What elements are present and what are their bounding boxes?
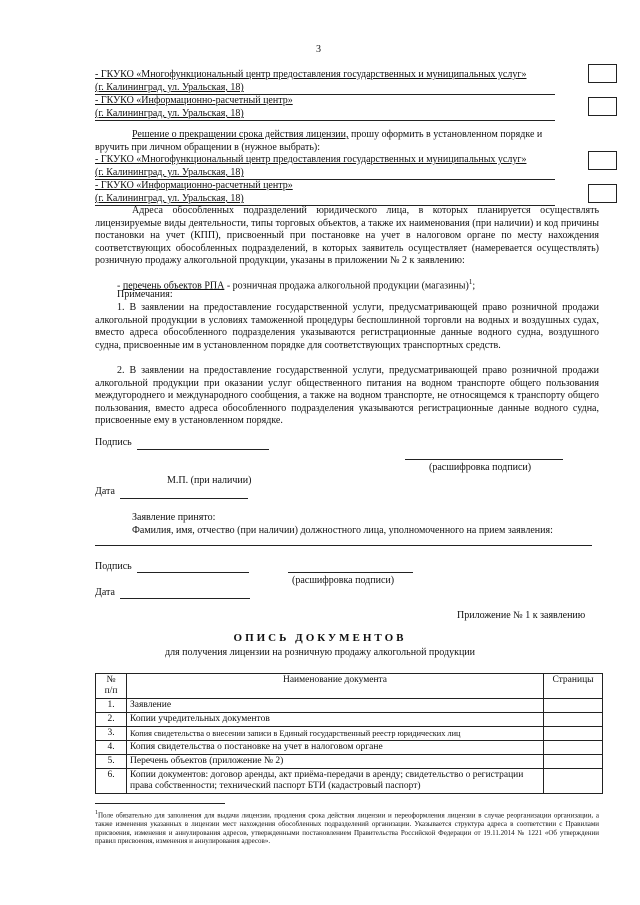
official-line[interactable]	[95, 545, 592, 546]
page-number: 3	[316, 44, 321, 55]
footnote-ref: 1	[468, 278, 473, 286]
signature-label: Подпись	[95, 437, 132, 448]
org-irc-line-2: - ГКУКО «Информационно-расчетный центр»	[95, 180, 293, 191]
signature-line[interactable]	[137, 449, 269, 450]
accepted-label: Заявление принято:	[132, 512, 216, 523]
inventory-title: ОПИСЬ ДОКУМЕНТОВ	[233, 632, 407, 644]
underline	[95, 120, 555, 121]
rpa-dash: -	[117, 280, 123, 292]
row-pages[interactable]	[544, 741, 603, 755]
table-row	[96, 741, 603, 755]
termination-rest: прошу оформить в установленном порядке и	[348, 129, 543, 140]
appendix-label: Приложение № 1 к заявлению	[457, 610, 586, 621]
row-pages[interactable]	[544, 755, 603, 769]
rpa-link[interactable]: перечень объектов РПА	[122, 280, 225, 292]
row-name: Копия свидетельства о постановке на учет в налоговом органе	[127, 741, 544, 755]
row-number: 1.	[96, 699, 127, 713]
underline	[95, 179, 555, 180]
table-header-row	[96, 674, 603, 699]
termination-line	[132, 129, 542, 141]
row-pages[interactable]	[544, 713, 603, 727]
checkbox-irc[interactable]	[588, 97, 617, 116]
org-mfc-line: - ГКУКО «Многофункциональный центр предоставления государственных и муниципальных услуг»	[95, 69, 527, 80]
org-mfc-address-2: (г. Калининград, ул. Уральская, 18)	[95, 167, 244, 178]
date-line-2[interactable]	[120, 598, 250, 599]
table-row	[96, 713, 603, 727]
note-1: 1. В заявлении на предоставление государственной услуги, предусматривающей право розничной продажи алкогольной продукции в условиях таможенной процедуры беспошлинной торговли на водных и воздушных судах, вместо адреса обособленного подразделения указываются регистрационные данные водного судна, воздушного судна, присвоенные им в установленном порядке для соответствующих транспортных средств.	[95, 302, 599, 351]
checkbox-mfc-2[interactable]	[588, 151, 617, 170]
row-name: Копия свидетельства о внесении записи в Единый государственный реестр юридических лиц	[127, 727, 544, 741]
signature-label-2: Подпись	[95, 561, 132, 572]
table-row	[96, 769, 603, 794]
rpa-rest: - розничная продажа алкогольной продукции (магазины)	[224, 280, 469, 292]
table-row	[96, 699, 603, 713]
date-label: Дата	[95, 486, 115, 497]
row-number: 5.	[96, 755, 127, 769]
table-row	[96, 727, 603, 741]
row-number: 2.	[96, 713, 127, 727]
note-2: 2. В заявлении на предоставление государственной услуги, предусматривающей право розничной продажи алкогольной продукции при оказании услуг общественного питания на водном транспорте общего пользования междугороднего и международного сообщения, а также на водном транспорте, не относящемся к транспорту общего пользования, вместо адреса обособленного подразделения указываются регистрационные данные водного судна, присвоенные ему в установленном порядке.	[95, 365, 599, 427]
inventory-subtitle: для получения лицензии на розничную продажу алкогольной продукции	[165, 647, 475, 658]
notes-title: Примечания:	[117, 289, 173, 300]
decoding-line-2[interactable]	[288, 572, 413, 573]
footnote-text: Поле обязательно для заполнения для выдачи лицензии, продления срока действия лицензии и переоформления лицензии в случае реорганизации организации, а также изменения указанных в лицензии мест нахождения обособленных подразделений организации. Указывается структура адреса в соответствии с Правилами присвоения, изменения и аннулирования адресов, утвержденными постановлением Правительства Российской Федерации от 19.11.2014 № 1221 «Об утверждении правил присвоения, изменения и аннулирования адресов».	[95, 811, 599, 846]
header-name: Наименование документа	[127, 674, 544, 699]
termination-lead: Решение о прекращении срока действия лицензии,	[132, 129, 349, 140]
decoding-label: (расшифровка подписи)	[429, 462, 532, 473]
row-pages[interactable]	[544, 769, 603, 794]
checkbox-mfc[interactable]	[588, 64, 617, 83]
row-number: 6.	[96, 769, 127, 794]
address-paragraph: Адреса обособленных подразделений юридического лица, в которых планируется осуществлять лицензируемые виды деятельности, типы торговых объектов, а также их наименования (при наличии) и код причины постановки на учет (КПП), присвоенный при постановке на учет в налоговом органе по месту нахождения соответствующих обособленных подразделений, в которых заявитель осуществляет (намеревается осуществлять) розничную продажу алкогольной продукции, указаны в приложении № 2 к заявлению:	[95, 205, 599, 267]
decoding-label-2: (расшифровка подписи)	[292, 575, 395, 586]
checkbox-irc-2[interactable]	[588, 184, 617, 203]
org-irc-address: (г. Калининград, ул. Уральская, 18)	[95, 108, 244, 119]
header-pages: Страницы	[544, 674, 603, 699]
header-number: № п/п	[96, 674, 127, 699]
row-name: Копии документов: договор аренды, акт приёма-передачи в аренду; свидетельство о регистрации права собственности; технический паспорт БТИ (кадастровый паспорт)	[127, 769, 544, 794]
row-pages[interactable]	[544, 699, 603, 713]
org-mfc-address: (г. Калининград, ул. Уральская, 18)	[95, 82, 244, 93]
termination-line-2: вручить при личном обращении в (нужное выбрать):	[95, 142, 321, 153]
date-line[interactable]	[120, 498, 248, 499]
footnote-mark: 1	[95, 810, 98, 816]
official-label: Фамилия, имя, отчество (при наличии) должностного лица, уполномоченного на прием заявления:	[132, 525, 553, 536]
rpa-end: ;	[472, 280, 476, 292]
org-irc-line: - ГКУКО «Информационно-расчетный центр»	[95, 95, 293, 106]
org-mfc-line-2: - ГКУКО «Многофункциональный центр предоставления государственных и муниципальных услуг»	[95, 154, 527, 165]
documents-table	[95, 673, 603, 794]
stamp-label: М.П. (при наличии)	[167, 475, 252, 486]
table-row	[96, 755, 603, 769]
signature-line-2[interactable]	[137, 572, 249, 573]
row-number: 4.	[96, 741, 127, 755]
footnote-separator	[95, 803, 225, 804]
org-irc-address-2: (г. Калининград, ул. Уральская, 18)	[95, 193, 244, 204]
row-name: Заявление	[127, 699, 544, 713]
row-name: Копии учредительных документов	[127, 713, 544, 727]
row-name: Перечень объектов (приложение № 2)	[127, 755, 544, 769]
row-number: 3.	[96, 727, 127, 741]
row-pages[interactable]	[544, 727, 603, 741]
decoding-line[interactable]	[405, 459, 563, 460]
footnote	[95, 809, 599, 846]
date-label-2: Дата	[95, 587, 115, 598]
underline	[95, 94, 555, 95]
